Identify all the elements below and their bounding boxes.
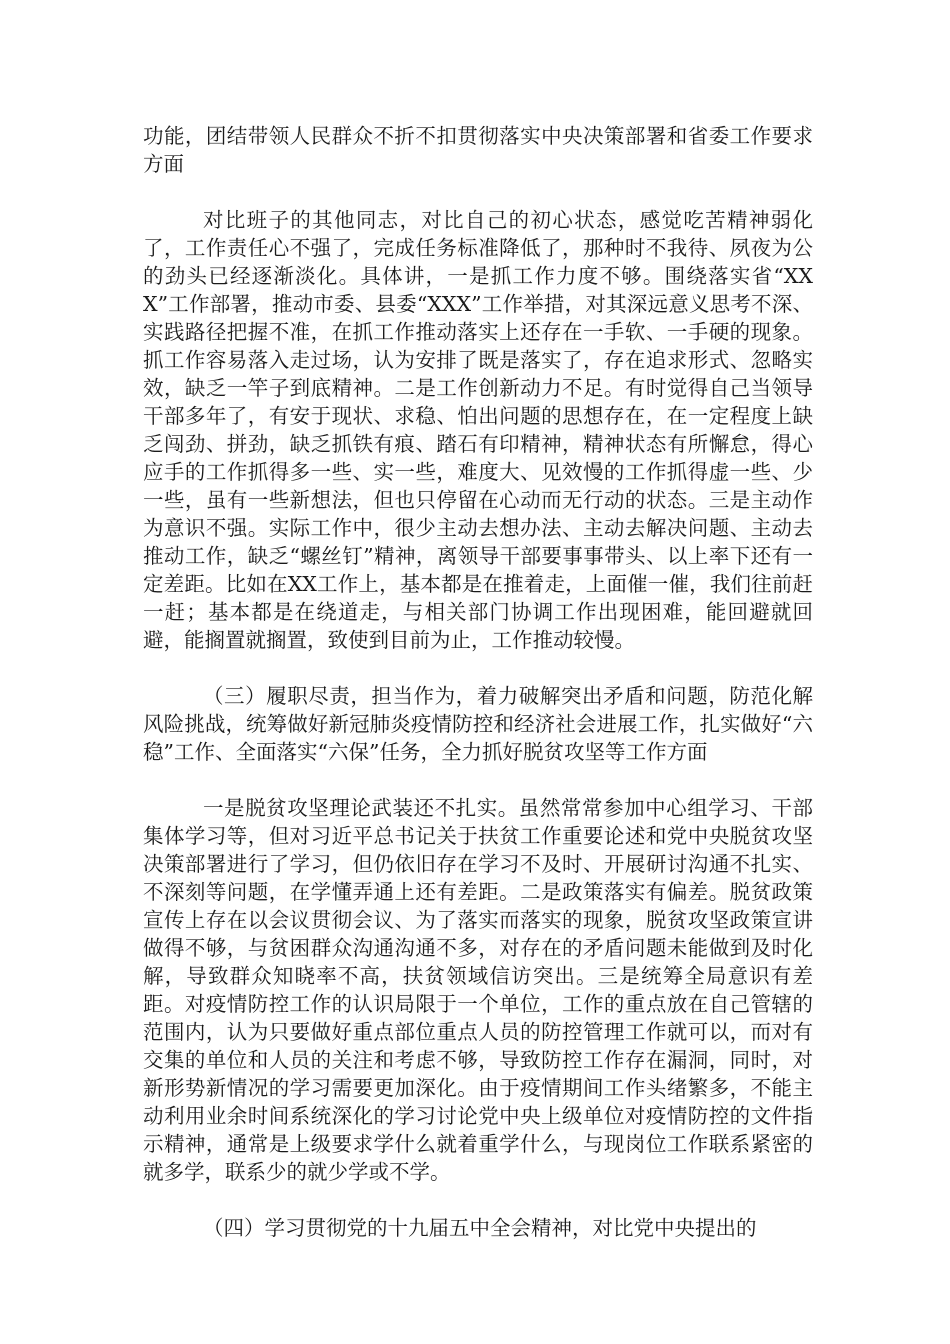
body-paragraph-work-attitude: 对比班子的其他同志，对比自己的初心状态，感觉吃苦精神弱化了，工作责任心不强了，完成任务标准降低了，那种时不我待、夙夜为公的劲头已经逐渐淡化。具体讲，一是抓工作力度不够。围绕落实省“XXX”工作部署，推动市委、县委“XXX”工作举措，对其深远意义思考不深、实践路径把握不准，在抓工作推动落实上还存在一手软、一手硬的现象。抓工作容易落入走过场，认为安排了既是落实了，存在追求形式、忽略实效，缺乏一竿子到底精神。二是工作创新动力不足。有时觉得自己当领导干部多年了，有安于现状、求稳、怕出问题的思想存在，在一定程度上缺乏闯劲、拼劲，缺乏抓铁有痕、踏石有印精神，精神状态有所懈怠，得心应手的工作抓得多一些、实一些，难度大、见效慢的工作抓得虚一些、少一些，虽有一些新想法，但也只停留在心动而无行动的状态。三是主动作为意识不强。实际工作中，很少主动去想办法、主动去解决问题、主动去推动工作，缺乏“螺丝钉”精神，离领导干部要事事带头、以上率下还有一定差距。比如在XX工作上，基本都是在推着走，上面催一催，我们往前赶一赶；基本都是在绕道走，与相关部门协调工作出现困难，能回避就回避，能搁置就搁置，致使到目前为止，工作推动较慢。 [143,208,813,652]
paragraph-spacer [143,1186,813,1214]
paragraph-spacer [143,766,813,794]
body-paragraph-poverty-alleviation: 一是脱贫攻坚理论武装还不扎实。虽然常常参加中心组学习、干部集体学习等，但对习近平总书记关于扶贫工作重要论述和党中央脱贫攻坚决策部署进行了学习，但仍依旧存在学习不及时、开展研讨沟通不扎实、不深刻等问题，在学懂弄通上还有差距。二是政策落实有偏差。脱贫政策宣传上存在以会议贯彻会议、为了落实而落实的现象，脱贫攻坚政策宣讲做得不够，与贫困群众沟通沟通不多，对存在的矛盾问题未能做到及时化解，导致群众知晓率不高，扶贫领域信访突出。三是统筹全局意识有差距。对疫情防控工作的认识局限于一个单位，工作的重点放在自己管辖的范围内，认为只要做好重点部位重点人员的防控管理工作就可以，而对有交集的单位和人员的关注和考虑不够，导致防控工作存在漏洞，同时，对新形势新情况的学习需要更加深化。由于疫情期间工作头绪繁多，不能主动利用业余时间系统深化的学习讨论党中央上级单位对疫情防控的文件指示精神，通常是上级要求学什么就着重学什么，与现岗位工作联系紧密的就多学，联系少的就少学或不学。 [143,796,813,1184]
section-heading-three: （三）履职尽责，担当作为，着力破解突出矛盾和问题，防范化解风险挑战，统筹做好新冠肺炎疫情防控和经济社会进展工作，扎实做好“六稳”工作、全面落实“六保”任务，全力抓好脱贫攻坚等工作方面 [143,684,813,764]
section-heading-continuation: 功能，团结带领人民群众不折不扣贯彻落实中央决策部署和省委工作要求方面 [143,124,813,176]
paragraph-spacer [143,178,813,206]
paragraph-spacer [143,654,813,682]
document-body [143,122,813,1242]
section-heading-four: （四）学习贯彻党的十九届五中全会精神，对比党中央提出的 [203,1216,757,1240]
